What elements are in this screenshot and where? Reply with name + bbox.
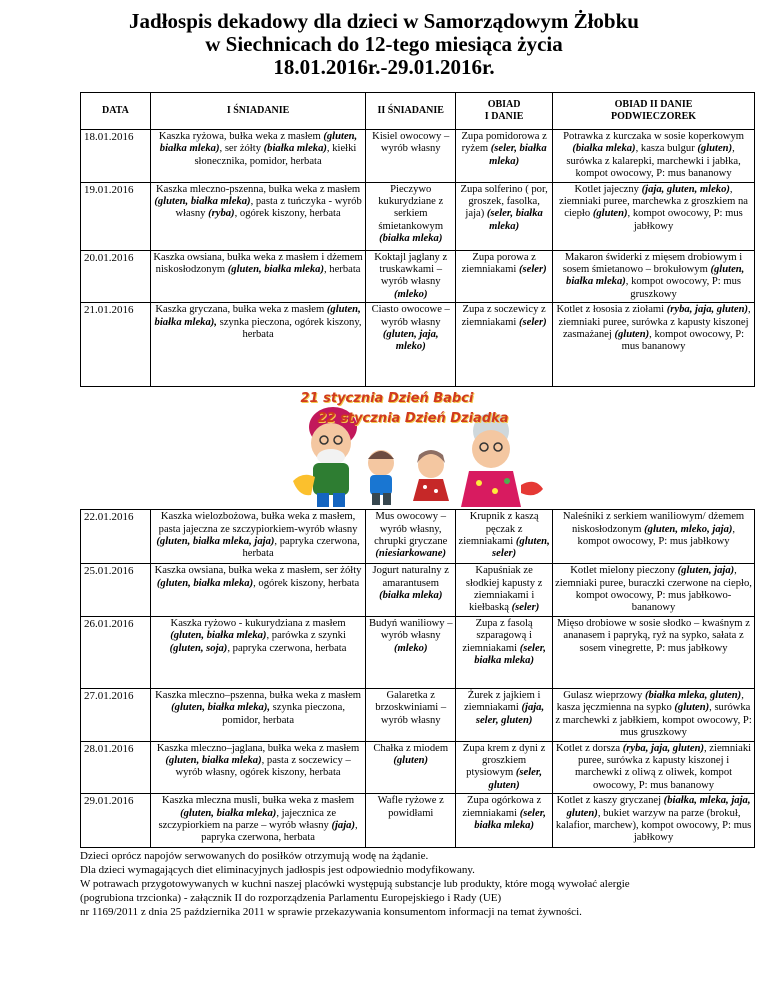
date-cell: 29.01.2016 xyxy=(81,794,151,848)
lunch-1-cell: Kapuśniak ze słodkiej kapusty z ziemniakami i kiełbaską (seler) xyxy=(456,564,553,617)
date-cell: 26.01.2016 xyxy=(81,616,151,688)
menu-body xyxy=(81,130,755,848)
menu-row xyxy=(81,250,755,303)
menu-row xyxy=(81,616,755,688)
lunch-2-cell: Kotlet jajeczny (jaja, gluten, mleko), ziemniaki puree, marchewka z groszkiem na ciepło (gluten), kompot owocowy, P: mus jabłkowy xyxy=(553,182,755,250)
lunch-1-cell: Zupa pomidorowa z ryżem (seler, białka mleka) xyxy=(456,130,553,183)
header-row xyxy=(81,93,755,130)
lunch-1-cell: Zupa porowa z ziemniakami (seler) xyxy=(456,250,553,303)
footer-note: Dla dzieci wymagających diet eliminacyjnych jadłospis jest odpowiednio modyfikowany. xyxy=(80,864,475,876)
lunch-2-cell: Naleśniki z serkiem waniliowym/ dżemem niskosłodzonym (gluten, mleko, jaja), kompot owocowy, P: mus jabłkowy xyxy=(553,510,755,564)
banner-grandpa-day: 22 stycznia Dzień Dziadka xyxy=(317,411,509,427)
header-lunch-2-line-b: PODWIECZOREK xyxy=(611,111,697,122)
breakfast-2-cell: Budyń waniliowy – wyrób własny (mleko) xyxy=(366,616,456,688)
breakfast-1-cell: Kaszka mleczna musli, bułka weka z masłem (gluten, białka mleka), jajecznica ze szczypiorkiem na parze – wyrób własny (jaja), papryka czerwona, herbata xyxy=(150,794,365,848)
breakfast-2-cell: Wafle ryżowe z powidłami xyxy=(366,794,456,848)
breakfast-1-cell: Kaszka owsiana, bułka weka z masłem, ser żółty (gluten, białka mleka), ogórek kiszony, herbata xyxy=(150,564,365,617)
header-date: DATA xyxy=(81,93,151,130)
lunch-1-cell: Żurek z jajkiem i ziemniakami (jaja, seler, gluten) xyxy=(456,688,553,741)
footer-notes xyxy=(80,849,760,919)
header-lunch-1-line-a: OBIAD xyxy=(487,98,521,110)
breakfast-1-cell: Kaszka ryżowo - kukurydziana z masłem (gluten, białka mleka), parówka z szynki (gluten, soja), papryka czerwona, herbata xyxy=(150,616,365,688)
breakfast-1-cell: Kaszka owsiana, bułka weka z masłem i dżemem niskosłodzonym (gluten, białka mleka), herbata xyxy=(150,250,365,303)
lunch-2-cell: Kotlet mielony pieczony (gluten, jaja), ziemniaki puree, buraczki czerwone na ciepło, kompot owocowy, P: mus jabłkowo-bananowy xyxy=(553,564,755,617)
lunch-2-cell: Kotlet z kaszy gryczanej (białka, mleka, jaja, gluten), bukiet warzyw na parze (brokuł, kalafior, marchew), kompot owocowy, P: mus jabłkowy xyxy=(553,794,755,848)
menu-row xyxy=(81,741,755,794)
date-cell: 19.01.2016 xyxy=(81,182,151,250)
breakfast-2-cell: Chałka z miodem (gluten) xyxy=(366,741,456,794)
lunch-2-cell: Mięso drobiowe w sosie słodko – kwaśnym z ananasem i papryką, ryż na sypko, sałata z sosem vinegrette, P: mus jabłkowy xyxy=(553,616,755,688)
breakfast-2-cell: Jogurt naturalny z amarantusem (białka mleka) xyxy=(366,564,456,617)
menu-row xyxy=(81,510,755,564)
header-breakfast-2: II ŚNIADANIE xyxy=(366,93,456,130)
lunch-1-cell: Zupa z soczewicy z ziemniakami (seler) xyxy=(456,303,553,387)
lunch-2-cell: Gulasz wieprzowy (białka mleka, gluten), kasza jęczmienna na sypko (gluten), surówka z marchewki z jabłkiem, kompot owocowy, P: mus gruszkowy xyxy=(553,688,755,741)
breakfast-1-cell: Kaszka mleczno-pszenna, bułka weka z masłem (gluten, białka mleka), pasta z tuńczyka - wyrób własny (ryba), ogórek kiszony, herbata xyxy=(150,182,365,250)
girl-figure xyxy=(413,450,449,501)
breakfast-2-cell: Koktajl jaglany z truskawkami – wyrób własny (mleko) xyxy=(366,250,456,303)
footer-note: W potrawach przygotowywanych w kuchni naszej placówki występują substancje lub produkty, które mogą wywołać alergie xyxy=(80,878,630,890)
breakfast-1-cell: Kaszka mleczno–pszenna, bułka weka z masłem (gluten, białka mleka), szynka pieczona, pomidor, herbata xyxy=(150,688,365,741)
breakfast-2-cell: Kisiel owocowy – wyrób własny xyxy=(366,130,456,183)
header-lunch-1-line-b: I DANIE xyxy=(484,111,524,122)
date-cell: 18.01.2016 xyxy=(81,130,151,183)
date-cell: 22.01.2016 xyxy=(81,510,151,564)
menu-table xyxy=(80,92,755,848)
menu-row xyxy=(81,130,755,183)
breakfast-2-cell: Pieczywo kukurydziane z serkiem śmietankowym (białka mleka) xyxy=(366,182,456,250)
title-line-1: Jadłospis dekadowy dla dzieci w Samorządowym Żłobku xyxy=(129,9,639,33)
menu-row xyxy=(81,303,755,387)
header-lunch-1 xyxy=(456,93,553,130)
date-cell: 27.01.2016 xyxy=(81,688,151,741)
breakfast-1-cell: Kaszka mleczno–jaglana, bułka weka z masłem (gluten, białka mleka), pasta z soczewicy – wyrób własny, ogórek kiszony, herbata xyxy=(150,741,365,794)
breakfast-1-cell: Kaszka gryczana, bułka weka z masłem (gluten, białka mleka), szynka pieczona, ogórek kiszony, herbata xyxy=(150,303,365,387)
holiday-banner-row xyxy=(81,387,755,510)
footer-note: nr 1169/2011 z dnia 25 października 2011 w sprawie przekazywania konsumentom informacji na temat żywności. xyxy=(80,906,582,918)
breakfast-2-cell: Mus owocowy – wyrób własny, chrupki gryczane (niesiarkowane) xyxy=(366,510,456,564)
breakfast-1-cell: Kaszka wielozbożowa, bułka weka z masłem, pasta jajeczna ze szczypiorkiem-wyrób własny (gluten, białka mleka, jaja), papryka czerwona, herbata xyxy=(150,510,365,564)
lunch-2-cell: Potrawka z kurczaka w sosie koperkowym (białka mleka), kasza bulgur (gluten), surówka z kalarepki, marchewki i jabłka, kompot owocowy, P: mus bananowy xyxy=(553,130,755,183)
date-cell: 28.01.2016 xyxy=(81,741,151,794)
header-breakfast-1: I ŚNIADANIE xyxy=(150,93,365,130)
menu-row xyxy=(81,182,755,250)
lunch-1-cell: Zupa z fasolą szparagową i ziemniakami (seler, białka mleka) xyxy=(456,616,553,688)
banner-grandma-day: 21 stycznia Dzień Babci xyxy=(300,391,474,407)
header-lunch-2 xyxy=(553,93,755,130)
lunch-1-cell: Zupa ogórkowa z ziemniakami (seler, białka mleka) xyxy=(456,794,553,848)
lunch-2-cell: Kotlet z dorsza (ryba, jaja, gluten), ziemniaki puree, surówka z kapusty kiszonej i marchewki z oliwą z oliwek, kompot owocowy, P: mus bananowy xyxy=(553,741,755,794)
footer-note: Dzieci oprócz napojów serwowanych do posiłków otrzymują wodę na żądanie. xyxy=(80,850,429,862)
title-line-2: w Siechnicach do 12-tego miesiąca życia xyxy=(205,32,563,56)
breakfast-2-cell: Ciasto owocowe – wyrób własny (gluten, jaja, mleko) xyxy=(366,303,456,387)
breakfast-2-cell: Galaretka z brzoskwiniami – wyrób własny xyxy=(366,688,456,741)
page-title xyxy=(0,10,768,79)
title-line-3: 18.01.2016r.-29.01.2016r. xyxy=(273,55,495,79)
header-lunch-2-line-a: OBIAD II DANIE xyxy=(614,98,693,110)
boy-figure xyxy=(368,450,394,505)
date-cell: 21.01.2016 xyxy=(81,303,151,387)
menu-row xyxy=(81,688,755,741)
lunch-2-cell: Makaron świderki z mięsem drobiowym i sosem śmietanowo – brokułowym (gluten, białka mleka), kompot owocowy, P: mus gruszkowy xyxy=(553,250,755,303)
menu-row xyxy=(81,564,755,617)
menu-row xyxy=(81,794,755,848)
date-cell: 20.01.2016 xyxy=(81,250,151,303)
lunch-2-cell: Kotlet z łososia z ziołami (ryba, jaja, gluten), ziemniaki puree, surówka z kapusty kiszonej zasmażanej (gluten), kompot owocowy, P: mus bananowy xyxy=(553,303,755,387)
lunch-1-cell: Zupa solferino ( por, groszek, fasolka, jaja) (seler, białka mleka) xyxy=(456,182,553,250)
date-cell: 25.01.2016 xyxy=(81,564,151,617)
footer-note: (pogrubiona trzcionka) - załącznik II do rozporządzenia Parlamentu Europejskiego i Rady (UE) xyxy=(80,892,502,904)
holiday-banner xyxy=(81,387,755,509)
grandma-figure xyxy=(461,413,543,507)
holiday-banner-cell xyxy=(81,387,755,510)
lunch-1-cell: Zupa krem z dyni z groszkiem ptysiowym (seler, gluten) xyxy=(456,741,553,794)
lunch-1-cell: Krupnik z kaszą pęczak z ziemniakami (gluten, seler) xyxy=(456,510,553,564)
breakfast-1-cell: Kaszka ryżowa, bułka weka z masłem (gluten, białka mleka), ser żółty (białka mleka), kiełki słonecznika, pomidor, herbata xyxy=(150,130,365,183)
